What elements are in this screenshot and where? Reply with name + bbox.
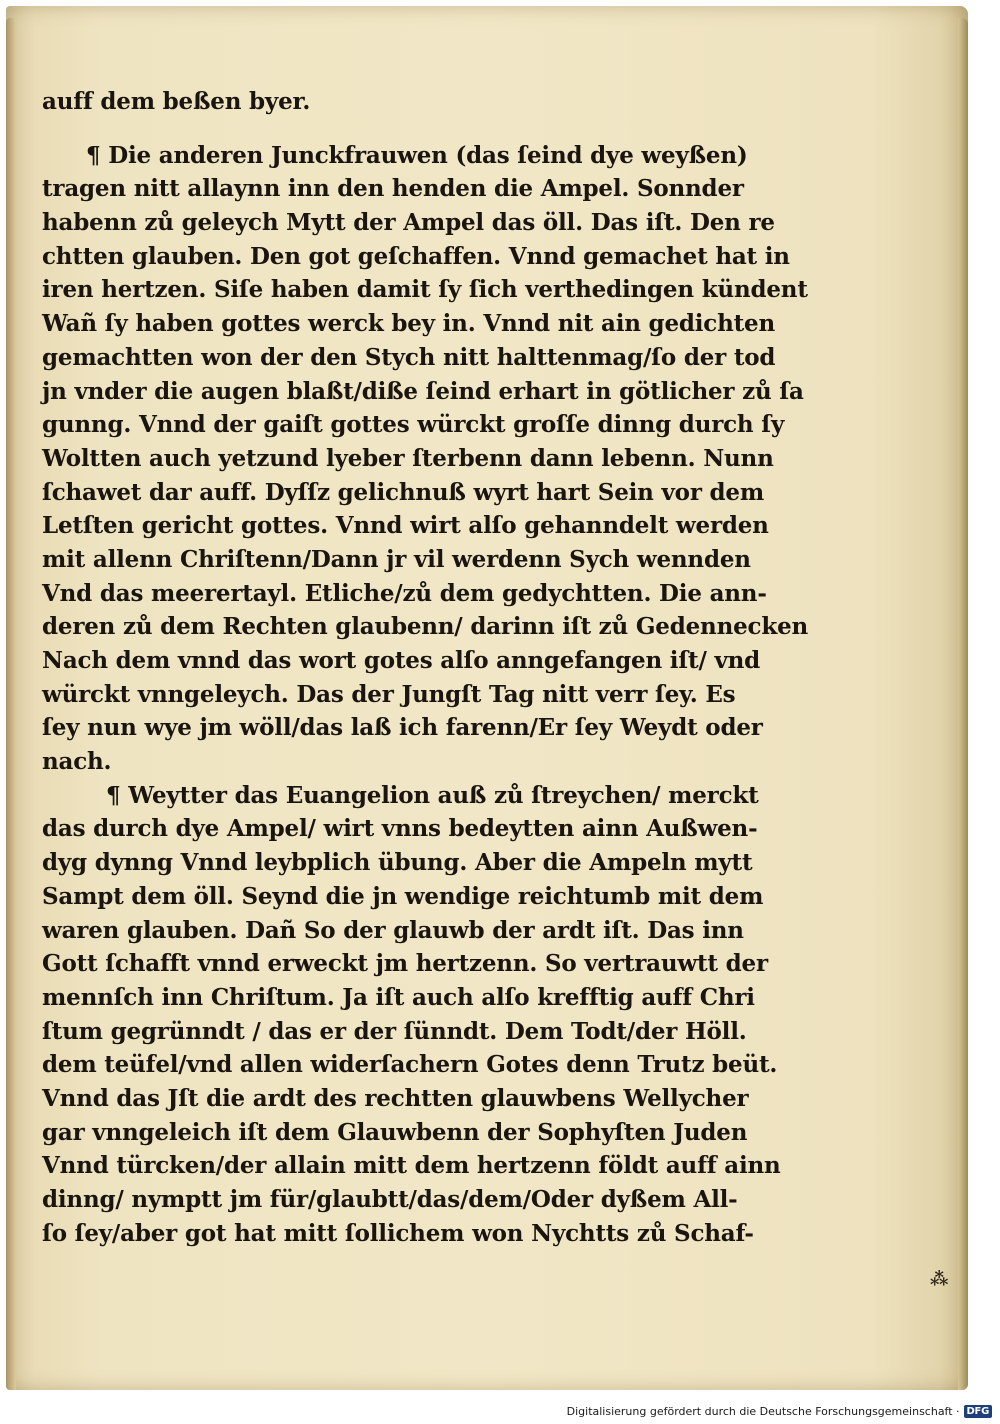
page-right-edge [958,18,968,1390]
text-line: gar vnngeleich iſt dem Glauwbenn der Sophyſten Juden [42,1118,748,1146]
text-line: dyg dynng Vnnd leybplich übung. Aber die Ampeln mytt [42,849,753,877]
text-line: gemachtten won der den Stych nitt halttenmag/ſo der tod [42,343,776,371]
text-line: ¶ Weytter das Euangelion auß zů ſtreychen/ merckt [106,781,759,809]
text-line: das durch dye Ampel/ wirt vnns bedeytten ainn Außwen- [42,815,758,843]
text-line: ſey nun wye jm wöll/das laß ich farenn/Er ſey Weydt oder [42,714,763,742]
page-left-edge [6,18,16,1390]
paragraph-gap [36,119,836,139]
text-line: Vnnd türcken/der allain mitt dem hertzenn földt auff ainn [42,1152,781,1180]
text-line: Vnd das meerertayl. Etliche/zů dem gedychtten. Die ann- [42,579,767,607]
text-line: mit allenn Chriſtenn/Dann jr vil werdenn Sych wennden [42,545,751,573]
text-line: chtten glauben. Den got geſchaffen. Vnnd gemachet hat in [42,242,790,270]
ink-mark: ⁂ [930,1269,949,1290]
text-line: waren glauben. Dañ So der glauwb der ardt iſt. Das inn [42,916,744,944]
text-line: ſo ſey/aber got hat mitt ſollichem won Nychtts zů Schaf- [42,1219,754,1247]
text-line: Woltten auch yetzund lyeber ſterbenn dann lebenn. Nunn [42,444,774,472]
text-line: iren hertzen. Siſe haben damit ſy ſich verthedingen kündent [42,276,808,304]
text-line: Sampt dem öll. Seynd die jn wendige reichtumb mit dem [42,882,764,910]
footer-credit: Digitalisierung gefördert durch die Deutsche Forschungsgemeinschaft · [566,1404,960,1418]
text-line: jn vnder die augen blaßt/diße ſeind erhart in götlicher zů ſa [42,377,804,405]
text-line: Vnnd das Jſt die ardt des rechtten glauwbens Wellycher [42,1084,749,1112]
page-text-block [36,85,836,1250]
text-line: deren zů dem Rechten glaubenn/ darinn iſt zů Gedennecken [42,613,809,641]
text-line: tragen nitt allaynn inn den henden die Ampel. Sonnder [42,175,744,203]
text-line: gunng. Vnnd der gaiſt gottes würckt groſſe dinng durch ſy [42,411,785,439]
text-line: Letſten gericht gottes. Vnnd wirt alſo gehanndelt werden [42,512,769,540]
text-line: Gott ſchafft vnnd erweckt jm hertzenn. So vertrauwtt der [42,950,768,978]
text-line: Nach dem vnnd das wort gotes alſo anngefangen iſt/ vnd [42,647,761,674]
digitization-footer [567,1400,992,1422]
text-line: mennſch inn Chriſtum. Ja iſt auch alſo krefftig auff Chri [42,983,755,1011]
text-line: ſchawet dar auff. Dyſſz gelichnuß wyrt hart Sein vor dem [42,478,764,506]
text-line: ¶ Die anderen Junckfrauwen (das ſeind dye weyßen) [86,141,748,169]
text-line: nach. [42,748,112,776]
dfg-logo-icon[interactable]: DFG [964,1405,992,1418]
text-line: Wañ ſy haben gottes werck bey in. Vnnd nit ain gedichten [42,310,775,338]
text-line: habenn zů geleych Mytt der Ampel das öll. Das iſt. Den re [42,209,775,237]
text-line: ſtum gegrünndt / das er der ſünndt. Dem Todt/der Höll. [42,1017,747,1045]
text-line: dem teüfel/vnd allen widerſachern Gotes denn Trutz beüt. [42,1051,778,1079]
text-line: würckt vnngeleych. Das der Jungſt Tag nitt verr ſey. Es [42,680,736,708]
text-line: auff dem beßen byer. [42,88,311,115]
text-line: dinng/ nymptt jm für/glaubtt/das/dem/Oder dyßem All- [42,1186,738,1213]
